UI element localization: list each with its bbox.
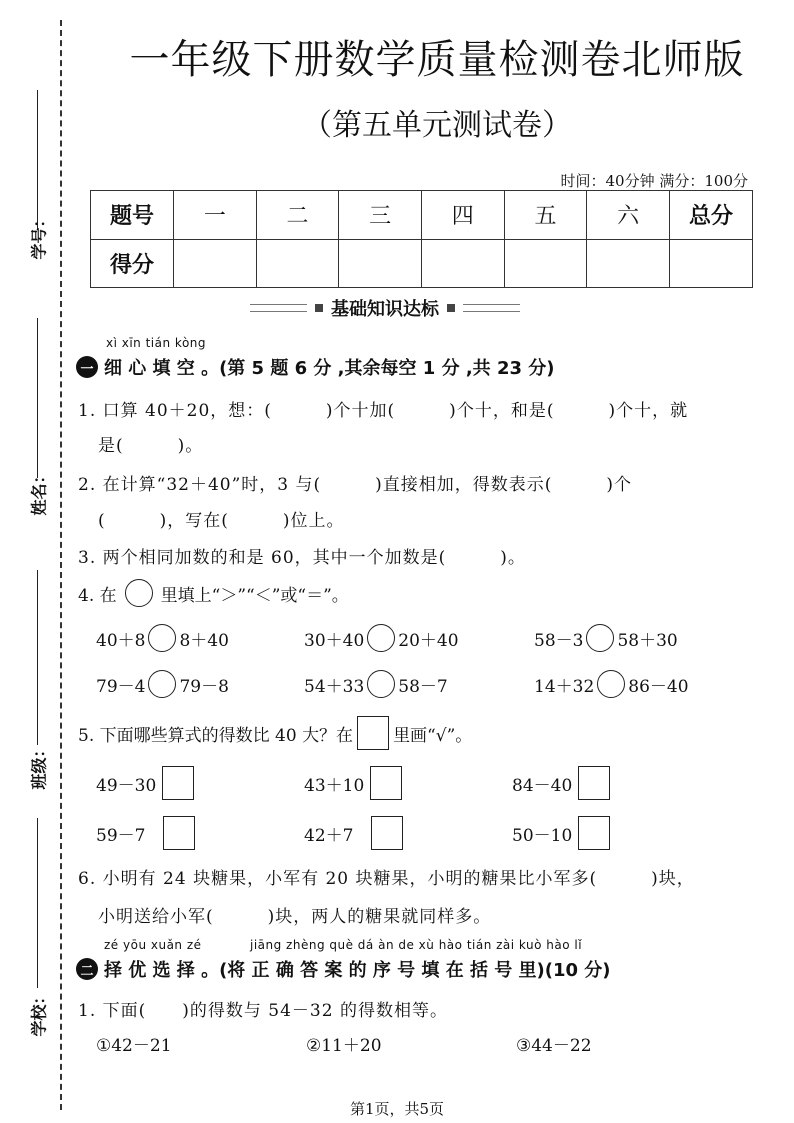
check-box[interactable] <box>370 766 402 800</box>
q4-right: 58－7 <box>398 676 448 697</box>
q4-right: 8＋40 <box>179 630 229 651</box>
q4-left: 40＋8 <box>96 630 146 651</box>
q5-expr: 59－7 <box>96 825 146 846</box>
q4-item <box>96 670 229 698</box>
q5-expr: 84－40 <box>512 775 573 796</box>
section1-title: 细 心 填 空 。(第 5 题 6 分 ,其余每空 1 分 ,共 23 分) <box>104 358 555 379</box>
check-box[interactable] <box>162 766 194 800</box>
q4-item <box>304 670 448 698</box>
q4-instruction <box>78 579 349 607</box>
page-subtitle: （第五单元测试卷） <box>302 108 572 143</box>
section1-pinyin: xì xīn tián kòng <box>106 336 207 350</box>
q2-line2: ( )，写在( )位上。 <box>98 511 345 531</box>
mc1-option-text: ①42－21 <box>96 1036 172 1056</box>
score-cell[interactable] <box>670 239 753 288</box>
class-label: 班级： <box>29 741 49 790</box>
name-line[interactable] <box>37 318 38 478</box>
q5-expr: 49－30 <box>96 775 157 796</box>
section1-heading <box>76 354 554 380</box>
score-header-cell: 总分 <box>670 191 753 240</box>
compare-circle[interactable] <box>148 670 176 698</box>
q5-expr: 50－10 <box>512 825 573 846</box>
q6-line1: 6. 小明有 24 块糖果，小军有 20 块糖果，小明的糖果比小军多( )块， <box>78 869 695 889</box>
mc1-option-text: ②11＋20 <box>306 1036 382 1056</box>
banner-rule-left <box>250 304 307 312</box>
score-header-cell: 一 <box>174 191 257 240</box>
banner-square-icon <box>447 304 455 312</box>
compare-circle[interactable] <box>586 624 614 652</box>
mc1-option[interactable] <box>516 1031 592 1056</box>
page-footer: 第1页，共5页 <box>349 1100 445 1118</box>
q4-pre: 4. 在 <box>78 585 117 606</box>
score-cell[interactable] <box>339 239 422 288</box>
mc1-stem: 1. 下面( )的得数与 54－32 的得数相等。 <box>78 1001 448 1021</box>
q4-item <box>96 624 229 652</box>
score-cell[interactable] <box>587 239 670 288</box>
q4-left: 79－4 <box>96 676 146 697</box>
q4-left: 58－3 <box>534 630 584 651</box>
score-header-cell: 四 <box>421 191 504 240</box>
section2-number: 二 <box>76 958 98 980</box>
q4-right: 86－40 <box>628 676 689 697</box>
q4-post: 里填上“＞”“＜”或“＝”。 <box>160 585 349 606</box>
score-cell[interactable] <box>174 239 257 288</box>
school-line[interactable] <box>37 818 38 988</box>
section1-number: 一 <box>76 356 98 378</box>
score-cell[interactable] <box>504 239 587 288</box>
score-cell[interactable] <box>421 239 504 288</box>
q4-left: 54＋33 <box>304 676 365 697</box>
class-line[interactable] <box>37 570 38 745</box>
q4-item <box>534 670 689 698</box>
score-header-cell: 五 <box>504 191 587 240</box>
q5-post: 里画“√”。 <box>393 725 473 746</box>
section2-title: 择 优 选 择 。(将 正 确 答 案 的 序 号 填 在 括 号 里)(10 分) <box>104 960 611 981</box>
section2-pinyin-2: jiāng zhèng què dá àn de xù hào tián zài kuò hào lǐ <box>250 938 583 952</box>
time-info: 时间：40分钟 满分：100分 <box>560 172 748 190</box>
cut-line <box>60 20 62 1110</box>
compare-circle[interactable] <box>367 624 395 652</box>
score-table-header-row <box>91 191 753 240</box>
q5-item <box>512 766 610 800</box>
score-header-cell: 六 <box>587 191 670 240</box>
school-label: 学校： <box>29 988 49 1037</box>
mc1-option-text: ③44－22 <box>516 1036 592 1056</box>
q4-right: 20＋40 <box>398 630 459 651</box>
score-table <box>90 190 753 288</box>
compare-circle[interactable] <box>367 670 395 698</box>
score-table-score-row <box>91 239 753 288</box>
q5-item <box>304 766 402 800</box>
q3-line: 3. 两个相同加数的和是 60，其中一个加数是( )。 <box>78 548 526 568</box>
score-cell[interactable] <box>256 239 339 288</box>
square-icon <box>357 716 389 750</box>
q5-pre: 5. 下面哪些算式的得数比 40 大？在 <box>78 725 354 746</box>
q5-item <box>304 816 403 850</box>
q2-line1: 2. 在计算“32＋40”时，3 与( )直接相加，得数表示( )个 <box>78 475 633 495</box>
name-label: 姓名： <box>29 467 49 516</box>
compare-circle[interactable] <box>148 624 176 652</box>
mc1-option[interactable] <box>306 1031 382 1056</box>
student-id-line[interactable] <box>37 90 38 230</box>
student-id-label: 学号： <box>29 211 49 260</box>
page-title: 一年级下册数学质量检测卷北师版 <box>129 37 745 83</box>
banner-text: 基础知识达标 <box>331 299 439 320</box>
q4-left: 30＋40 <box>304 630 365 651</box>
q4-left: 14＋32 <box>534 676 595 697</box>
compare-circle[interactable] <box>597 670 625 698</box>
score-header-cell: 三 <box>339 191 422 240</box>
q4-right: 79－8 <box>179 676 229 697</box>
q4-item <box>534 624 678 652</box>
check-box[interactable] <box>578 766 610 800</box>
check-box[interactable] <box>578 816 610 850</box>
score-header-cell: 二 <box>256 191 339 240</box>
score-header-cell: 题号 <box>91 191 174 240</box>
q5-expr: 42＋7 <box>304 825 354 846</box>
section2-heading <box>76 956 611 982</box>
circle-icon <box>125 579 153 607</box>
banner-rule-right <box>463 304 520 312</box>
q6-line2: 小明送给小军( )块，两人的糖果就同样多。 <box>98 907 492 927</box>
check-box[interactable] <box>163 816 195 850</box>
q4-item <box>304 624 459 652</box>
mc1-option[interactable] <box>96 1031 172 1056</box>
q5-item <box>512 816 610 850</box>
section-banner <box>250 296 520 320</box>
q5-instruction <box>78 716 472 750</box>
section2-pinyin-1: zé yōu xuǎn zé <box>104 938 202 952</box>
q5-item <box>96 766 194 800</box>
score-row-label: 得分 <box>91 239 174 288</box>
check-box[interactable] <box>371 816 403 850</box>
q4-right: 58＋30 <box>617 630 678 651</box>
q5-item <box>96 816 195 850</box>
banner-square-icon <box>315 304 323 312</box>
q5-expr: 43＋10 <box>304 775 365 796</box>
q1-line2: 是( )。 <box>98 436 204 456</box>
q1-line1: 1. 口算 40＋20，想：( )个十加( )个十，和是( )个十，就 <box>78 401 689 421</box>
